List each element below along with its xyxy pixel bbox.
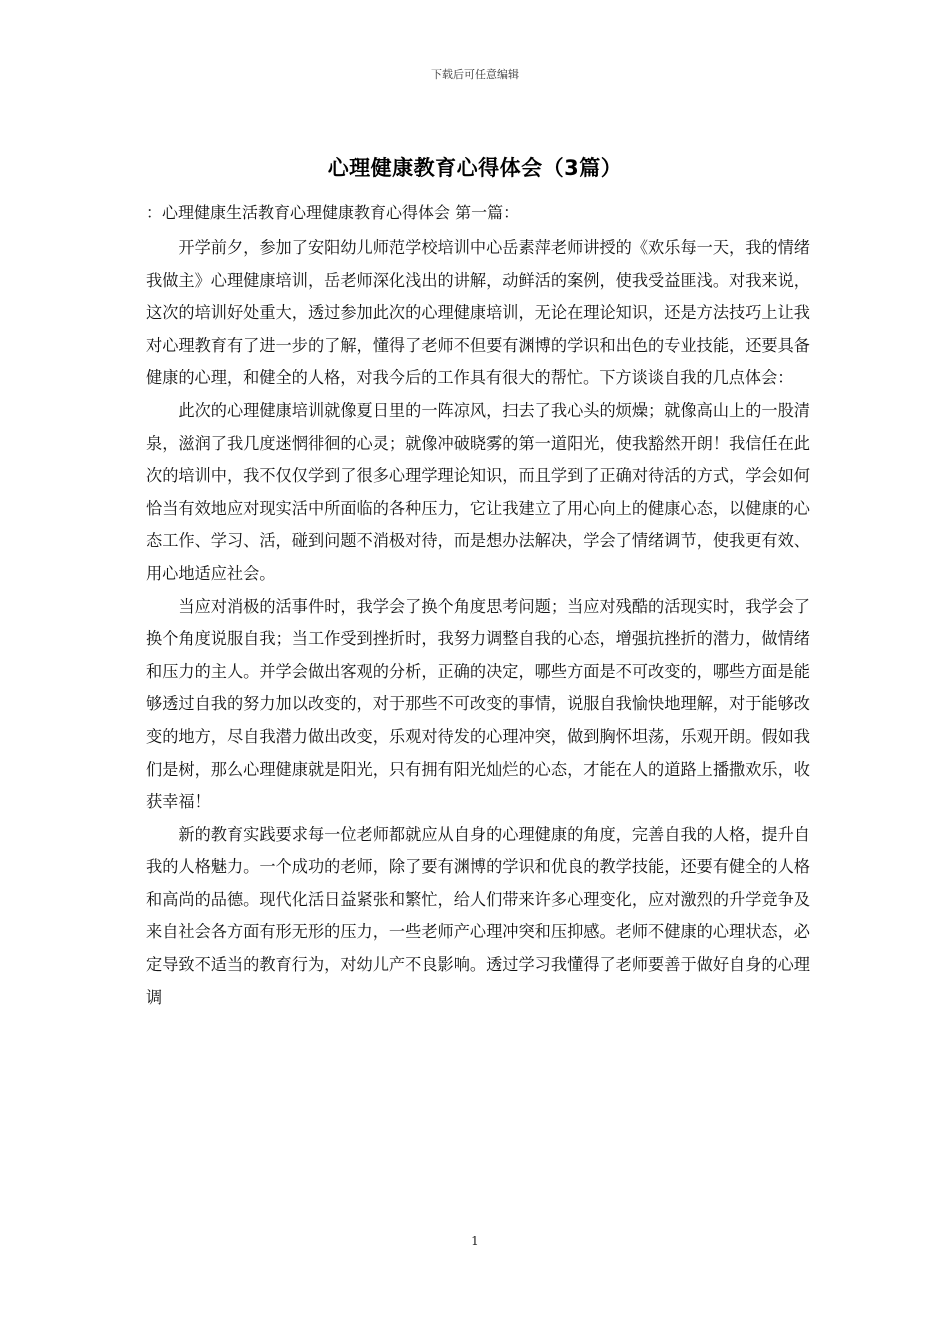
document-title: 心理健康教育心得体会（3篇） — [327, 156, 623, 180]
header-note: 下载后可任意编辑 — [431, 68, 519, 81]
page-number: 1 — [471, 1234, 479, 1248]
paragraph: 此次的心理健康培训就像夏日里的一阵凉风，扫去了我心头的烦燥；就像高山上的一股清泉，滋润了我几度迷惘徘徊的心灵；就像冲破晓雾的第一道阳光，使我豁然开朗！我信任在此次的培训中，我不仅仅学到了很多心理学理论知识，而且学到了正确对待活的方式，学会如何恰当有效地应对现实活中所面临的各种压力，它让我建立了用心向上的健康心态，以健康的心态工作、学习、活，碰到问题不消极对待，而是想办法解决，学会了情绪调节，使我更有效、用心地适应社会。 — [146, 400, 810, 583]
paragraph: 当应对消极的活事件时，我学会了换个角度思考问题；当应对残酷的活现实时，我学会了换个角度说服自我；当工作受到挫折时，我努力调整自我的心态，增强抗挫折的潜力，做情绪和压力的主人。并学会做出客观的分析，正确的决定，哪些方面是不可改变的，哪些方面是能够透过自我的努力加以改变的，对于那些不可改变的事情，说服自我愉快地理解，对于能够改变的地方，尽自我潜力做出改变，乐观对待发的心理冲突，做到胸怀坦荡，乐观开朗。假如我们是树，那么心理健康就是阳光，只有拥有阳光灿烂的心态，才能在人的道路上播撒欢乐，收获幸福！ — [146, 596, 810, 812]
paragraph: 新的教育实践要求每一位老师都就应从自身的心理健康的角度，完善自我的人格，提升自我的人格魅力。一个成功的老师，除了要有渊博的学识和优良的教学技能，还要有健全的人格和高尚的品德。现代化活日益紧张和繁忙，给人们带来许多心理变化，应对激烈的升学竞争及来自社会各方面有形无形的压力，一些老师产心理冲突和压抑感。老师不健康的心理状态，必定导致不适当的教育行为，对幼儿产不良影响。透过学习我懂得了老师要善于做好自身的心理调 — [146, 824, 810, 1007]
paragraph: 开学前夕，参加了安阳幼儿师范学校培训中心岳素萍老师讲授的《欢乐每一天，我的情绪我做主》心理健康培训，岳老师深化浅出的讲解，动鲜活的案例，使我受益匪浅。对我来说，这次的培训好处重大，透过参加此次的心理健康培训，无论在理论知识，还是方法技巧上让我对心理教育有了进一步的了解，懂得了老师不但要有渊博的学识和出色的专业技能，还要具备健康的心理，和健全的人格，对我今后的工作具有很大的帮忙。下方谈谈自我的几点体会： — [146, 238, 810, 388]
document-body — [146, 232, 810, 1014]
intro-line: ：心理健康生活教育心理健康教育心得体会 第一篇： — [146, 203, 520, 222]
